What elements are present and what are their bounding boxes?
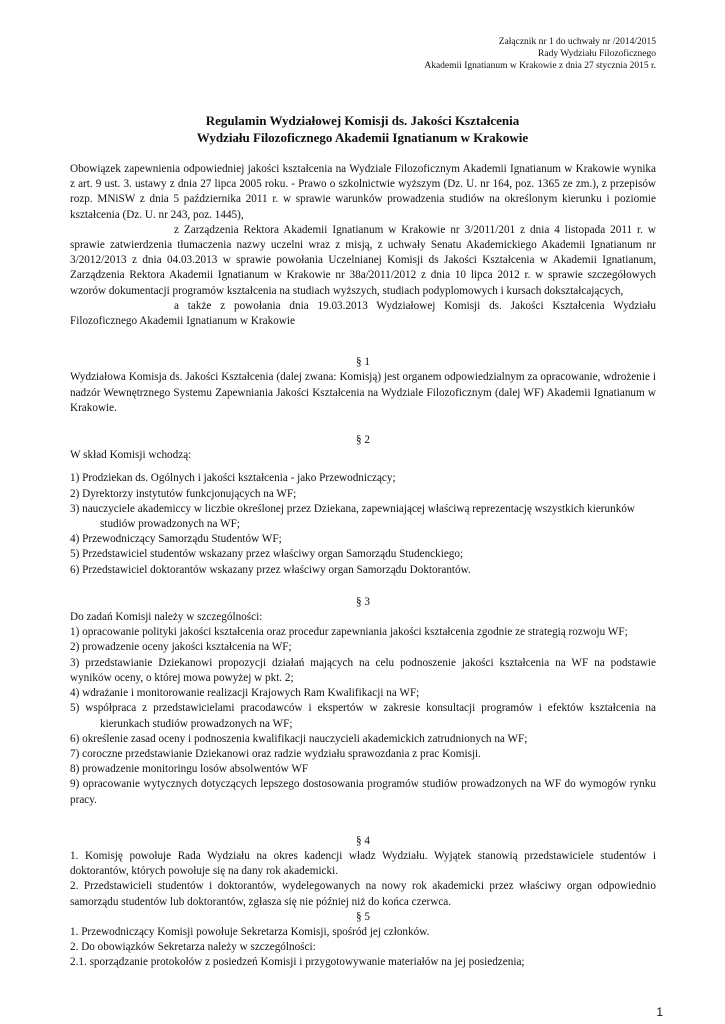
list-item: 2. Do obowiązków Sekretarza należy w szczególności: [70, 941, 316, 954]
list-item: 2. Przedstawicieli studentów i doktorantów, wydelegowanych na nowy rok akademicki przez właściwy organ odpowiednio samorządu studentów lub doktorantów, zgłasza się nie później niż do końca czerwca. [70, 880, 656, 908]
list-item: 1. Komisję powołuje Rada Wydziału na okres kadencji władz Wydziału. Wyjątek stanowią przedstawiciele studentów i doktorantów, których powołuje się na dany rok akademicki. [70, 849, 656, 878]
title-line-2: Wydziału Filozoficznego Akademii Ignatianum w Krakowie [196, 130, 529, 145]
section-2-heading: § 2 [356, 434, 370, 447]
title-line-1: Regulamin Wydziałowej Komisji ds. Jakości Kształcenia [205, 113, 520, 128]
list-item: 2.1. sporządzanie protokołów z posiedzeń Komisji i przygotowywanie materiałów na jej posiedzenia; [70, 956, 525, 969]
list-item: 1) Prodziekan ds. Ogólnych i jakości kształcenia - jako Przewodniczący; [70, 472, 396, 485]
list-item: 9) opracowanie wytycznych dotyczących lepszego dostosowania programów studiów prowadzonych na WF do wymogów rynku pracy. [70, 778, 656, 806]
section-5-heading: § 5 [356, 910, 370, 923]
document-body [70, 162, 656, 971]
list-item: 1. Przewodniczący Komisji powołuje Sekretarza Komisji, spośród jej członków. [70, 925, 430, 938]
section-3-intro: Do zadań Komisji należy w szczególności: [70, 611, 263, 624]
list-item: 8) prowadzenie monitoringu losów absolwentów WF [70, 763, 309, 776]
preamble-paragraph-1: Obowiązek zapewnienia odpowiedniej jakości kształcenia na Wydziale Filozoficznym Akademii Ignatianum w Krakowie wynika z art. 9 ust. 3. ustawy z dnia 27 lipca 2005 roku. - Prawo o szkolnictwie wyższym (Dz. U. nr 164, poz. 1365 ze zm.), z przepisów rozp. MNiSW z dnia 5 października 2011 r. w sprawie warunków prowadzenia studiów na określonym kierunku i poziomie kształcenia (Dz. U. nr 243, poz. 1445), [70, 163, 656, 221]
header-line-2: Rady Wydziału Filozoficznego [538, 49, 656, 59]
section-1-text: Wydziałowa Komisja ds. Jakości Kształcenia (dalej zwana: Komisją) jest organem odpowiedzialnym za opracowanie, wdrożenie i nadzór Wewnętrznego Systemu Zapewniania Jakości Kształcenia na Wydziale Filozoficznym (dalej WF) Akademii Ignatianum w Krakowie. [70, 371, 656, 414]
list-item: 6) określenie zasad oceny i podnoszenia kwalifikacji nauczycieli akademickich zatrudnionych na WF; [70, 732, 528, 745]
header-line-1: Załącznik nr 1 do uchwały nr /2014/2015 [498, 37, 656, 47]
preamble-paragraph-3: a także z powołania dnia 19.03.2013 Wydziałowej Komisji ds. Jakości Kształcenia Wydziału Filozoficznego Akademii Ignatianum w Krakowie [70, 299, 656, 328]
list-item: 6) Przedstawiciel doktorantów wskazany przez właściwy organ Samorządu Doktorantów. [70, 563, 471, 576]
section-2-intro: W skład Komisji wchodzą: [70, 449, 192, 462]
page-number: 1 [656, 1005, 663, 1019]
list-item: 5) współpraca z przedstawicielami pracodawców i ekspertów w zakresie konsultacji programów i efektów kształcenia na kierunkach studiów prowadzonych na WF; [70, 702, 656, 730]
section-3-heading: § 3 [356, 595, 370, 608]
list-item: 2) Dyrektorzy instytutów funkcjonujących na WF; [70, 487, 297, 500]
list-item: 5) Przedstawiciel studentów wskazany przez właściwy organ Samorządu Studenckiego; [70, 548, 464, 561]
list-item: 4) Przewodniczący Samorządu Studentów WF; [70, 533, 282, 546]
list-item: 1) opracowanie polityki jakości kształcenia oraz procedur zapewniania jakości kształcenia zgodnie ze strategią rozwoju WF; [70, 626, 628, 639]
preamble-paragraph-2: z Zarządzenia Rektora Akademii Ignatianum w Krakowie nr 3/2011/201 z dnia 4 listopada 2011 r. w sprawie zatwierdzenia tłumaczenia nazwy uczelni wraz z misją, z uchwały Senatu Akademickiego Akademii Ignatianum nr 3/2012/2013 z dnia 04.03.2013 w sprawie powołania Uczelnianej Komisji ds Jakości Kształcenia w Akademii Ignatianum, Zarządzenia Rektora Akademii Ignatianum w Krakowie nr 38a/2011/2012 z dnia 10 lipca 2012 r. w sprawie szczegółowych wzorów dokumentacji programów kształcenia na studiach wyższych, studiach podyplomowych i kursach dokształcających, [70, 223, 656, 297]
header-line-3: Akademii Ignatianum w Krakowie z dnia 27 stycznia 2015 r. [424, 61, 656, 71]
list-item: 7) coroczne przedstawianie Dziekanowi oraz radzie wydziału sprawozdania z prac Komisji. [70, 747, 481, 760]
list-item: 2) prowadzenie oceny jakości kształcenia na WF; [70, 641, 292, 654]
attachment-header [424, 36, 656, 72]
list-item: 3) nauczyciele akademiccy w liczbie określonej przez Dziekana, zapewniającej właściwą reprezentację wszystkich kierunków studiów prowadzonych na WF; [70, 502, 635, 531]
document-title [70, 112, 655, 146]
list-item: 4) wdrażanie i monitorowanie realizacji Krajowych Ram Kwalifikacji na WF; [70, 687, 420, 700]
list-item: 3) przedstawianie Dziekanowi propozycji działań mających na celu podnoszenie jakości kształcenia na WF na podstawie wyników oceny, o której mowa powyżej w pkt. 2; [70, 656, 656, 684]
section-4-heading: § 4 [356, 834, 370, 847]
section-1-heading: § 1 [356, 356, 370, 369]
